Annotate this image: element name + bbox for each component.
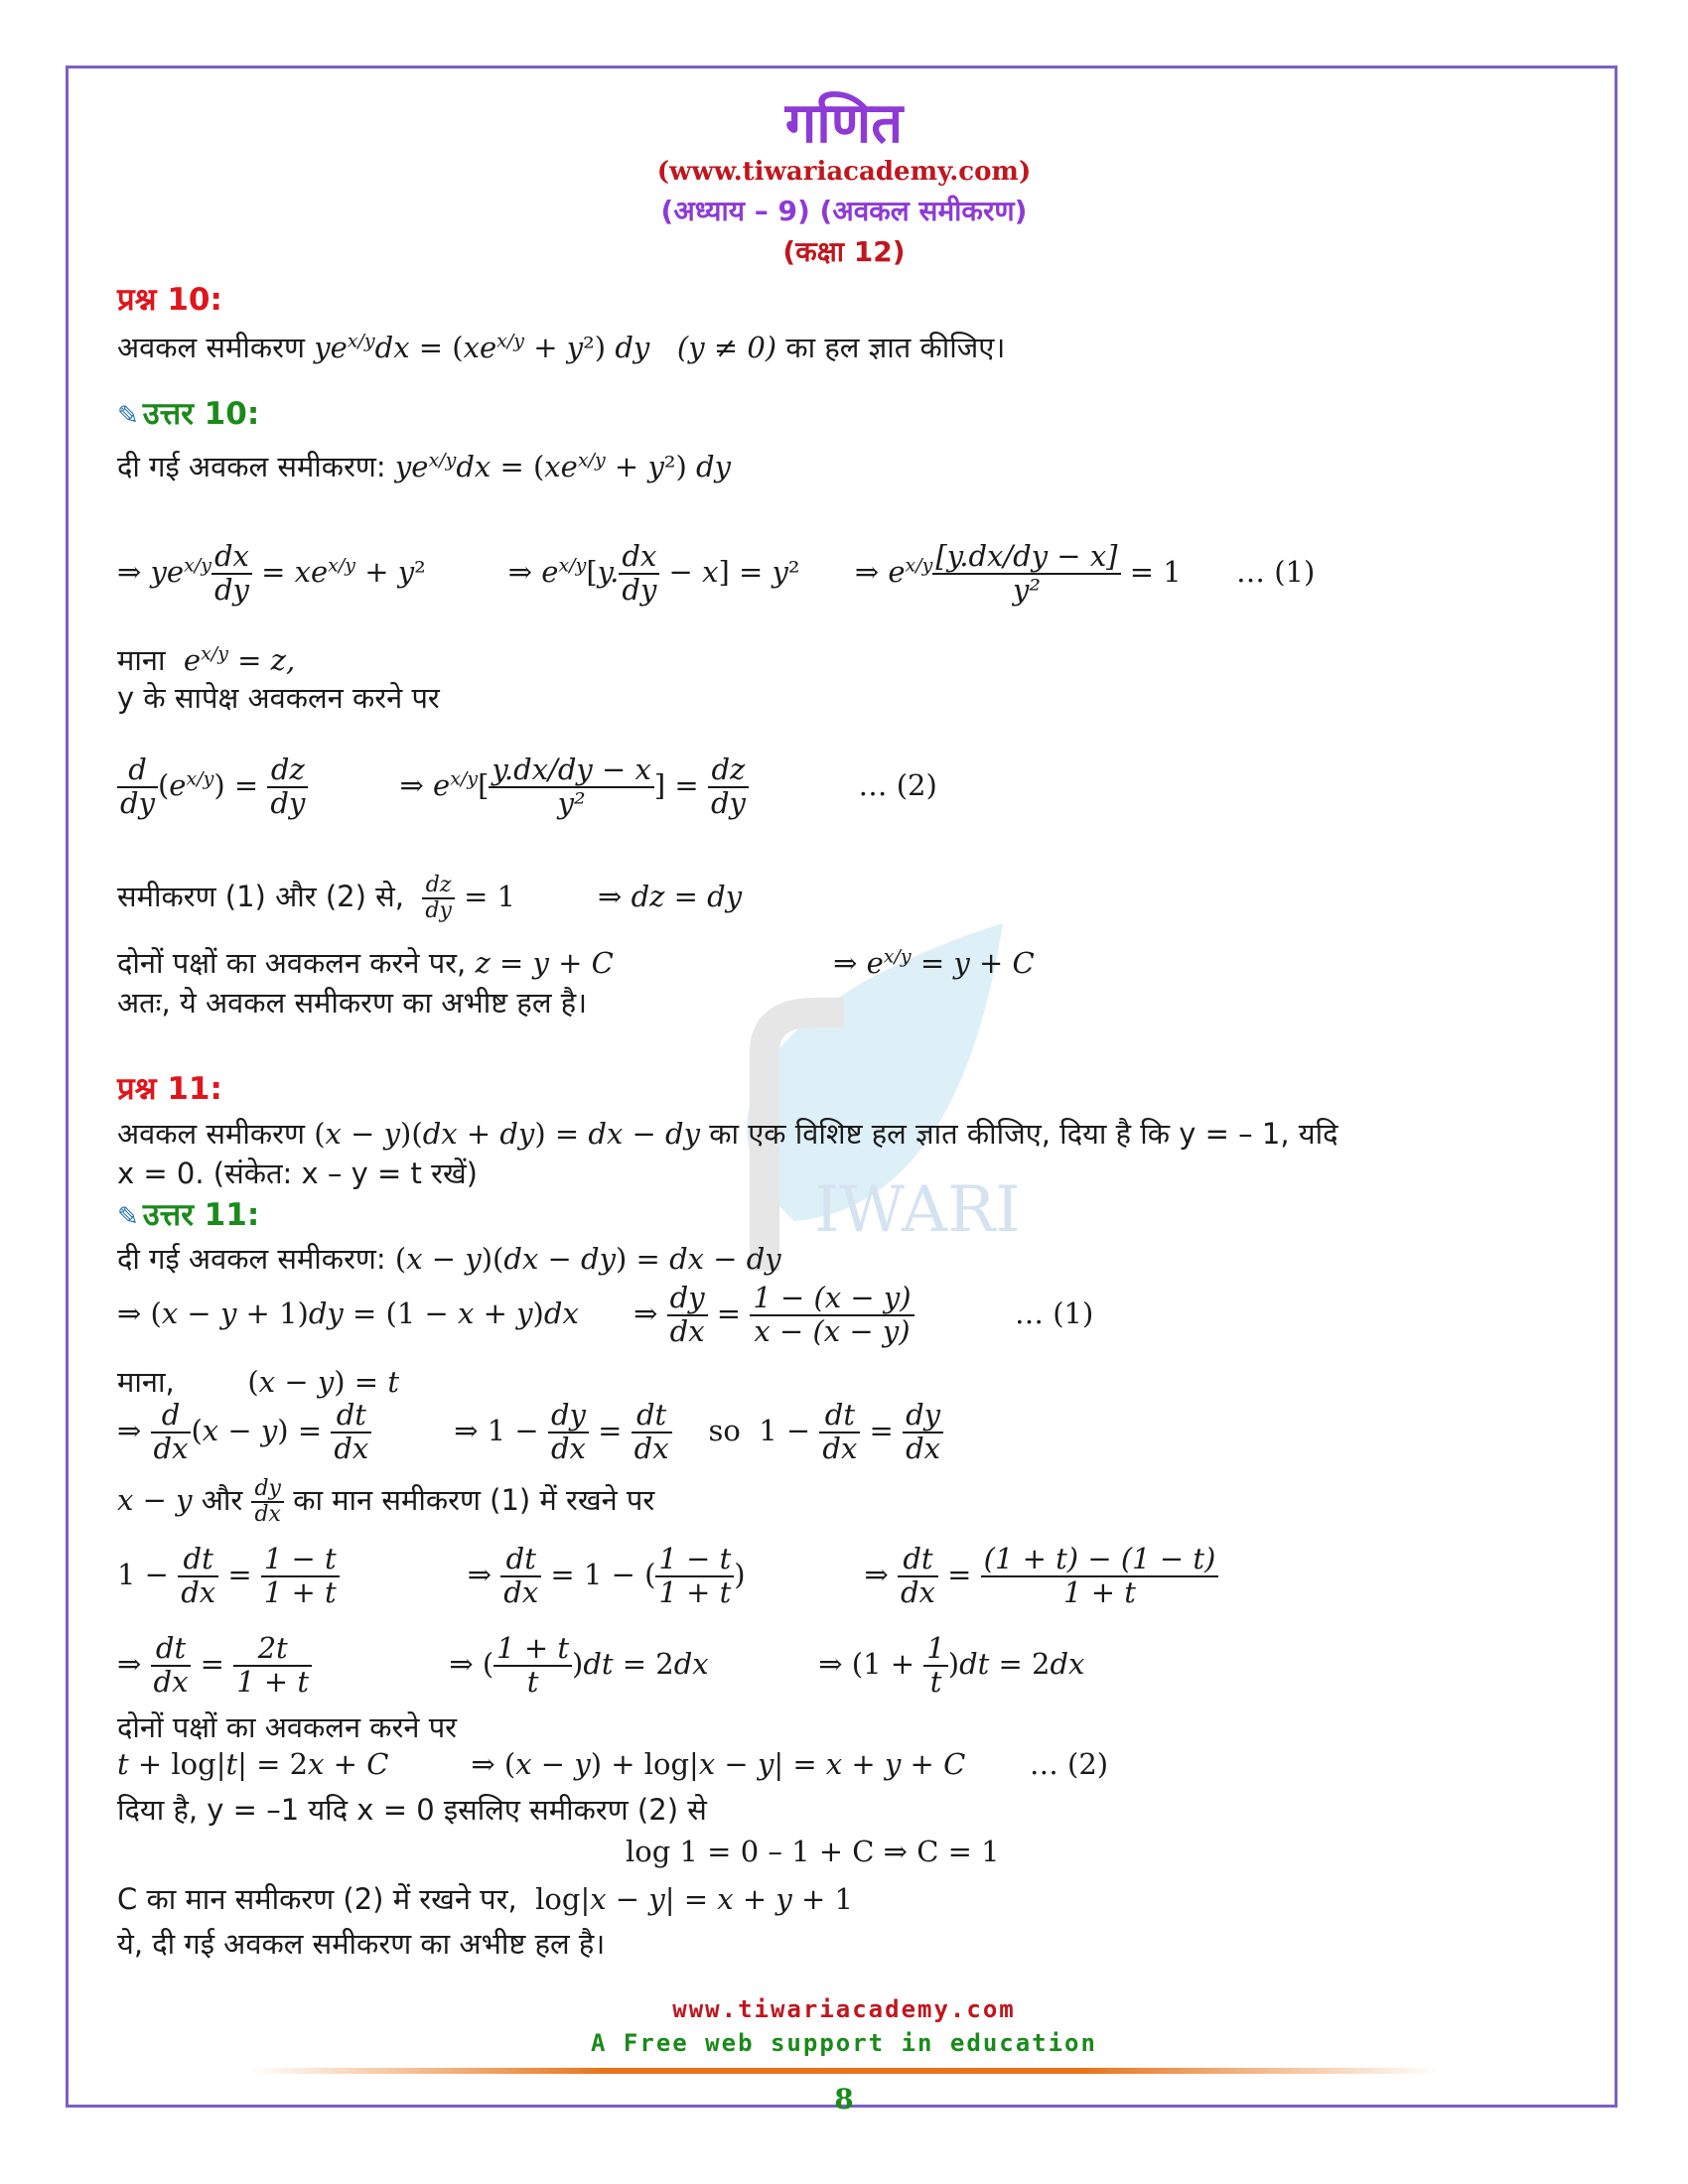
a10-step1: ⇒ $ye^{x/y}$ $\frac{dx}{dy}$ = $xe^{x/y} + y^2$ ⇒ $e^{x/y}[y$. $\frac{dx}{dy}$ − x] = y² ⇒ $e^{x/y}$ $\frac{[y.dx/dy - x]}{\text{y²}}$ = 1 … (1)	[117, 539, 1316, 607]
footer-tagline: A Free web support in education	[591, 2029, 1097, 2057]
question-11-text: अवकल समीकरण (x − y)(dx + dy) = dx − dy का एक विशिष्ट हल ज्ञात कीजिए, दिया है कि y = – 1, यदि	[117, 1117, 1338, 1151]
a11-step5: t + log|t| = 2x + C ⇒ (x − y) + log|x − y| = x + y + C … (2)	[117, 1747, 1109, 1781]
footer-divider	[248, 2068, 1440, 2074]
class-label: (कक्षा 12)	[782, 235, 906, 268]
question-11-label: प्रश्न 11:	[117, 1071, 222, 1107]
a11-step3: 1 − $\frac{dt}{dx}$ = $\frac{1 - t}{1 + t}$ ⇒ $\frac{dt}{dx}$ = 1 − ( $\frac{1 - t}{1 + t}$ ) ⇒ $\frac{dt}{dx}$ = $\frac{(1 + t) - (1 - t)}{1 + t}$	[117, 1544, 1218, 1609]
a11-final: C का मान समीकरण (2) में रखने पर, log|x − y| = x + y + 1	[117, 1882, 853, 1916]
header-site: (www.tiwariacademy.com)	[656, 157, 1032, 187]
a11-let: माना, (x − y) = t	[117, 1365, 399, 1399]
answer-10-label: ✎ उत्तर 10:	[117, 396, 260, 432]
question-11-hint: x = 0. (संकेत: x – y = t रखें)	[117, 1157, 478, 1190]
a11-step4: ⇒ $\frac{dt}{dx}$ = $\frac{2t}{1 + t}$ ⇒ ( $\frac{1 + t}{t}$ )dt = 2dx ⇒ (1 + $\frac{1}{t}$ )dt = 2dx	[117, 1631, 1085, 1699]
answer-11-label: ✎ उत्तर 11:	[117, 1197, 260, 1233]
a10-given: दी गई अवकल समीकरण: $ye^{x/y}dx = (xe^{x/y} + y^2)$ dy	[117, 449, 731, 483]
chapter-label: (अध्याय – 9) (अवकल समीकरण)	[660, 195, 1028, 227]
a11-step2: ⇒ $\frac{d}{dx}$ (x − y) = $\frac{dt}{dx}$ ⇒ 1 − $\frac{dy}{dx}$ = $\frac{dt}{dx}$ so 1 − $\frac{dt}{dx}$ = $\frac{dy}{dx}$	[117, 1400, 943, 1465]
a11-constant: log 1 = 0 – 1 + C ⇒ C = 1	[626, 1835, 1000, 1868]
question-10-text: अवकल समीकरण $ye^{x/y}dx = (xe^{x/y} + y^2)$ dy (y ≠ 0) का हल ज्ञात कीजिए।	[117, 330, 1006, 364]
page-number: 8	[834, 2083, 854, 2116]
a10-step4: दोनों पक्षों का अवकलन करने पर, z = y + C ⇒ $e^{x/y} = y + C$	[117, 945, 1035, 980]
a11-given: दी गई अवकल समीकरण: (x − y)(dx − dy) = dx − dy	[117, 1242, 781, 1276]
a11-conclusion: ये, दी गई अवकल समीकरण का अभीष्ट हल है।	[117, 1927, 606, 1961]
a11-integrate: दोनों पक्षों का अवकलन करने पर	[117, 1710, 458, 1744]
page-title: गणित	[784, 91, 904, 156]
question-10-label: प्रश्न 10:	[117, 282, 222, 318]
a11-given-condition: दिया है, y = –1 यदि x = 0 इसलिए समीकरण (2) से	[117, 1793, 707, 1827]
footer-site: www.tiwariacademy.com	[672, 1995, 1016, 2023]
a10-conclusion: अतः, ये अवकल समीकरण का अभीष्ट हल है।	[117, 986, 588, 1020]
pen-icon: ✎	[117, 1202, 139, 1232]
a11-step1: ⇒ (x − y + 1)dy = (1 − x + y)dx ⇒ $\frac{dy}{dx}$ = $\frac{1 - (x - y)}{x - (x - y)}$ … (1)	[117, 1281, 1094, 1348]
a11-substitute: x − y और $\frac{dy}{dx}$ का मान समीकरण (1) में रखने पर	[117, 1476, 655, 1528]
a10-diff-text: y के सापेक्ष अवकलन करने पर	[117, 681, 440, 715]
a10-step3: समीकरण (1) और (2) से, $\frac{dz}{dy}$ = 1 ⇒ dz = dy	[117, 873, 743, 924]
pen-icon: ✎	[117, 401, 139, 431]
a10-step2: $\frac{d}{dy}$ $(e^{x/y})$ = $\frac{dz}{dy}$ ⇒ $e^{x/y}$[ $\frac{y.dx/dy - x}{\text{y²}}$ ] = $\frac{dz}{dy}$ … (2)	[117, 754, 937, 820]
a10-let: माना $e^{x/y} = z$,	[117, 642, 296, 677]
svg-text:IWARI: IWARI	[814, 1173, 1021, 1247]
